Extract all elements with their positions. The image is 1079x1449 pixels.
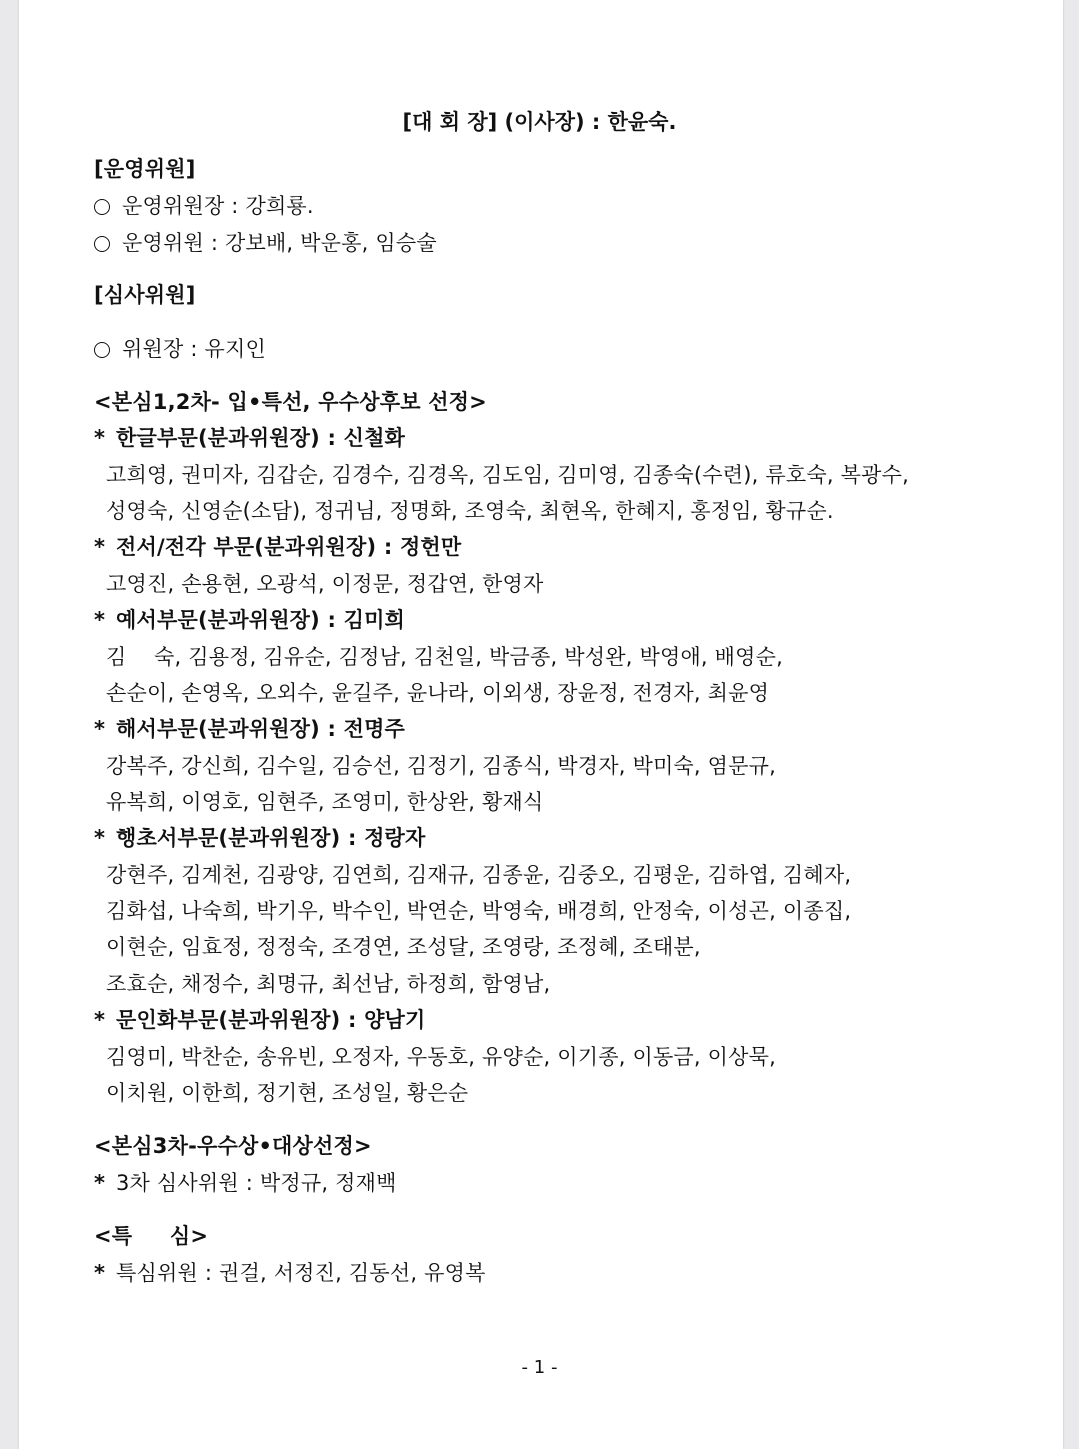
- cursive-section-head: [94, 823, 426, 853]
- special-heading: <특 심>: [94, 1224, 209, 1248]
- circle-bullet-icon: [94, 199, 110, 215]
- judging-committee-heading: [심사위원]: [94, 283, 196, 307]
- asterisk-bullet-icon: *: [94, 717, 106, 741]
- cursive-members-line: 조효순, 채정수, 최명규, 최선남, 하정희, 함영남,: [106, 972, 551, 996]
- hangul-head-text: 한글부문(분과위원장) : 신철화: [116, 426, 406, 450]
- round3-heading: <본심3차-우수상•대상선정>: [94, 1134, 372, 1158]
- cursive-members-line: 김화섭, 나숙희, 박기우, 박수인, 박연순, 박영숙, 배경희, 안정숙, 이성곤, 이종집,: [106, 899, 852, 923]
- round3-judges-line: [94, 1168, 397, 1198]
- operating-chair-text: 운영위원장 : 강희룡.: [122, 194, 314, 218]
- event-chair-title: [대 회 장] (이사장) : 한윤숙.: [402, 110, 677, 134]
- clerical-members-line: 김 숙, 김용정, 김유순, 김정남, 김천일, 박금종, 박성완, 박영애, 배영순,: [106, 645, 784, 669]
- regular-script-section-head: [94, 714, 405, 744]
- asterisk-bullet-icon: *: [94, 535, 106, 559]
- cursive-members-line: 이현순, 임효정, 정정숙, 조경연, 조성달, 조영랑, 조정혜, 조태분,: [106, 935, 701, 959]
- clerical-head-text: 예서부문(분과위원장) : 김미희: [116, 608, 406, 632]
- regular-head-text: 해서부문(분과위원장) : 전명주: [116, 717, 406, 741]
- operating-members-line: [94, 228, 437, 258]
- asterisk-bullet-icon: *: [94, 1171, 106, 1195]
- regular-members-line: 유복희, 이영호, 임현주, 조영미, 한상완, 황재식: [106, 790, 544, 814]
- literati-members-line: 이치원, 이한희, 정기현, 조성일, 황은순: [106, 1081, 469, 1105]
- hangul-members-line: 성영숙, 신영순(소담), 정귀님, 정명화, 조영숙, 최현옥, 한혜지, 홍정임, 황규순.: [106, 499, 834, 523]
- asterisk-bullet-icon: *: [94, 826, 106, 850]
- clerical-section-head: [94, 605, 405, 635]
- judging-chair-text: 위원장 : 유지인: [122, 337, 266, 361]
- asterisk-bullet-icon: *: [94, 1261, 106, 1285]
- operating-committee-heading: [운영위원]: [94, 157, 196, 181]
- round12-heading: <본심1,2차- 입•특선, 우수상후보 선정>: [94, 390, 487, 414]
- operating-chair-line: [94, 191, 314, 221]
- hangul-members-line: 고희영, 권미자, 김갑순, 김경수, 김경옥, 김도임, 김미영, 김종숙(수련), 류호숙, 복광수,: [106, 463, 909, 487]
- literati-members-line: 김영미, 박찬순, 송유빈, 오정자, 우동호, 유양순, 이기종, 이동금, 이상묵,: [106, 1045, 776, 1069]
- cursive-members-line: 강현주, 김계천, 김광양, 김연희, 김재규, 김종윤, 김중오, 김평운, 김하엽, 김혜자,: [106, 863, 852, 887]
- literati-head-text: 문인화부문(분과위원장) : 양남기: [116, 1008, 426, 1032]
- seal-members-line: 고영진, 손용현, 오광석, 이정문, 정갑연, 한영자: [106, 572, 544, 596]
- seal-section-head: [94, 532, 461, 562]
- operating-members-text: 운영위원 : 강보배, 박운홍, 임승술: [122, 231, 437, 255]
- round3-judges-text: 3차 심사위원 : 박정규, 정재백: [116, 1171, 397, 1195]
- cursive-head-text: 행초서부문(분과위원장) : 정랑자: [116, 826, 426, 850]
- circle-bullet-icon: [94, 236, 110, 252]
- asterisk-bullet-icon: *: [94, 426, 106, 450]
- asterisk-bullet-icon: *: [94, 1008, 106, 1032]
- literati-section-head: [94, 1005, 426, 1035]
- circle-bullet-icon: [94, 342, 110, 358]
- judging-chair-line: [94, 334, 266, 364]
- regular-members-line: 강복주, 강신희, 김수일, 김승선, 김정기, 김종식, 박경자, 박미숙, 염문규,: [106, 754, 776, 778]
- clerical-members-line: 손순이, 손영옥, 오외수, 윤길주, 윤나라, 이외생, 장윤정, 전경자, 최윤영: [106, 681, 770, 705]
- seal-head-text: 전서/전각 부문(분과위원장) : 정헌만: [116, 535, 462, 559]
- page-number: - 1 -: [521, 1357, 558, 1378]
- hangul-section-head: [94, 423, 405, 453]
- special-judges-text: 특심위원 : 권걸, 서정진, 김동선, 유영복: [116, 1261, 486, 1285]
- special-judges-line: [94, 1258, 486, 1288]
- asterisk-bullet-icon: *: [94, 608, 106, 632]
